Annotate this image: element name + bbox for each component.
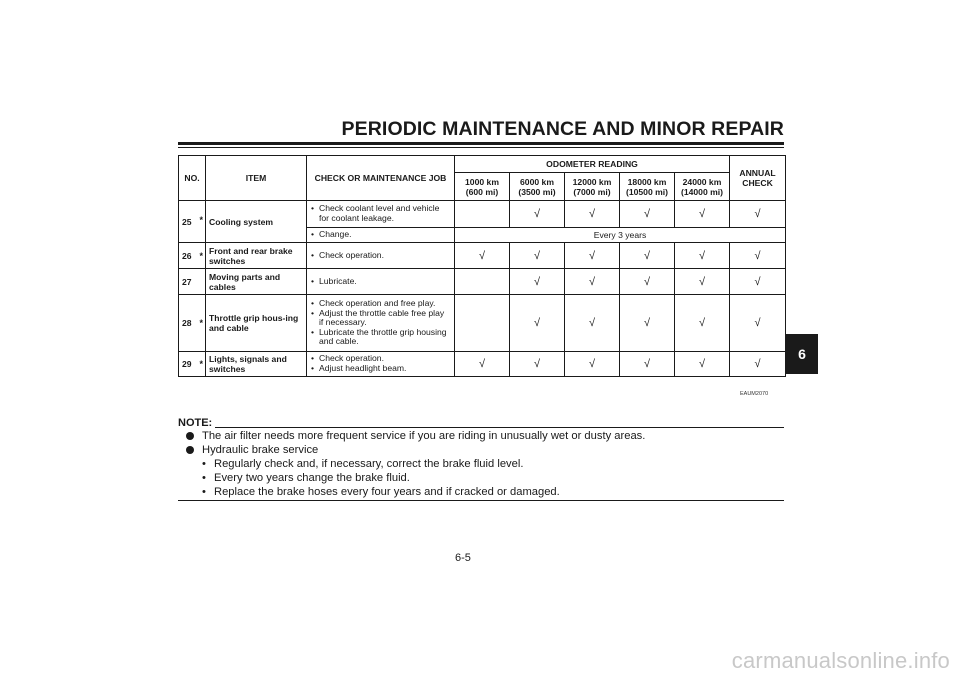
check-cell: √ (675, 295, 730, 352)
row-job: • Check operation. (307, 243, 455, 269)
note-body (186, 429, 784, 499)
table-row (179, 295, 786, 352)
check-cell: √ (455, 243, 510, 269)
check-cell: √ (620, 269, 675, 295)
sub-bullet-icon: • (202, 486, 206, 498)
row-number: 26 (179, 243, 198, 269)
check-cell: √ (730, 243, 786, 269)
row-job: • Lubricate. (307, 269, 455, 295)
row-item: Throttle grip hous-ing and cable (206, 295, 307, 352)
check-cell (455, 295, 510, 352)
check-cell: √ (675, 243, 730, 269)
header-item: ITEM (206, 156, 307, 201)
header-interval: 24000 km (14000 mi) (675, 173, 730, 201)
header-odometer: ODOMETER READING (455, 156, 730, 173)
table-row (179, 243, 786, 269)
row-job: • Check coolant level and vehicle for coolant leakage. (307, 201, 455, 228)
check-cell: √ (620, 352, 675, 377)
header-interval: 12000 km (7000 mi) (565, 173, 620, 201)
note-sub-bullet: • Every two years change the brake fluid. (202, 472, 410, 484)
check-cell: √ (565, 295, 620, 352)
row-asterisk: * (198, 352, 206, 377)
note-bottom-rule (178, 500, 784, 501)
check-cell: √ (730, 352, 786, 377)
check-cell: √ (675, 352, 730, 377)
table-row (179, 352, 786, 377)
note-sub-bullet: • Regularly check and, if necessary, correct the brake fluid level. (202, 458, 524, 470)
row-item: Cooling system (206, 201, 307, 243)
reference-code: EAUM2070 (740, 391, 769, 397)
row-number: 27 (179, 269, 198, 295)
check-cell: √ (510, 243, 565, 269)
interval-note: Every 3 years (455, 228, 786, 243)
check-cell: √ (675, 269, 730, 295)
chapter-tab: 6 (786, 334, 818, 374)
page-title: PERIODIC MAINTENANCE AND MINOR REPAIR (341, 118, 784, 140)
watermark: carmanualsonline.info (731, 648, 950, 673)
check-cell: √ (510, 295, 565, 352)
row-asterisk (198, 269, 206, 295)
header-interval: 1000 km (600 mi) (455, 173, 510, 201)
maintenance-table (178, 155, 786, 377)
check-cell: √ (510, 269, 565, 295)
check-cell: √ (620, 201, 675, 228)
bullet-dot-icon (186, 432, 194, 440)
check-cell (455, 201, 510, 228)
title-rule-thin (178, 147, 784, 148)
note-bullet: Hydraulic brake service (186, 443, 784, 457)
row-asterisk: * (198, 295, 206, 352)
row-asterisk: * (198, 243, 206, 269)
check-cell: √ (565, 269, 620, 295)
check-cell: √ (510, 201, 565, 228)
bullet-dot-icon (186, 446, 194, 454)
table-row (179, 201, 786, 228)
row-job: • Check operation and free play. • Adjust the throttle cable free play if necessary. • Lubricate the throttle grip housing and cable. (307, 295, 455, 352)
check-cell: √ (455, 352, 510, 377)
header-job: CHECK OR MAINTENANCE JOB (307, 156, 455, 201)
sub-bullet-icon: • (202, 472, 206, 484)
note-heading: NOTE: (178, 417, 213, 429)
check-cell (455, 269, 510, 295)
row-item: Lights, signals and switches (206, 352, 307, 377)
row-item: Front and rear brake switches (206, 243, 307, 269)
header-annual: ANNUAL CHECK (730, 156, 786, 201)
note-bullet: The air filter needs more frequent service if you are riding in unusually wet or dusty areas. (186, 429, 784, 443)
check-cell: √ (620, 295, 675, 352)
check-cell: √ (730, 295, 786, 352)
check-cell: √ (565, 243, 620, 269)
row-number: 28 (179, 295, 198, 352)
check-cell: √ (510, 352, 565, 377)
check-cell: √ (565, 352, 620, 377)
check-cell: √ (620, 243, 675, 269)
note-sub-bullet: • Replace the brake hoses every four years and if cracked or damaged. (202, 486, 560, 498)
header-no: NO. (179, 156, 206, 201)
header-interval: 18000 km (10500 mi) (620, 173, 675, 201)
table-row (179, 269, 786, 295)
check-cell: √ (675, 201, 730, 228)
page-number: 6-5 (455, 552, 471, 564)
sub-bullet-icon: • (202, 458, 206, 470)
row-item: Moving parts and cables (206, 269, 307, 295)
check-cell: √ (565, 201, 620, 228)
row-number: 25 (179, 201, 198, 243)
note-rule (215, 427, 784, 428)
row-job: • Check operation. • Adjust headlight beam. (307, 352, 455, 377)
header-interval: 6000 km (3500 mi) (510, 173, 565, 201)
row-number: 29 (179, 352, 198, 377)
check-cell: √ (730, 269, 786, 295)
title-rule-thick (178, 142, 784, 145)
row-asterisk: * (198, 201, 206, 243)
row-job: • Change. (307, 228, 455, 243)
check-cell: √ (730, 201, 786, 228)
